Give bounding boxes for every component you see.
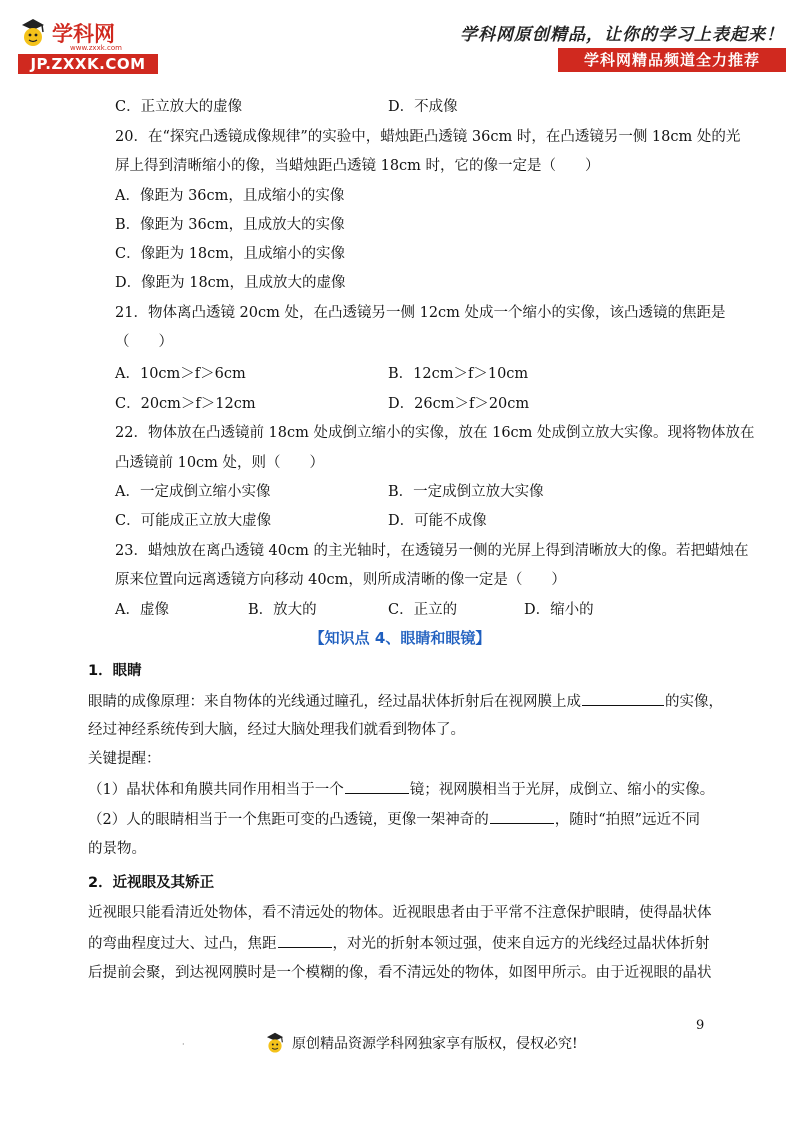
copyright-notice: 原创精品资源学科网独家享有版权，侵权必究! <box>292 1036 578 1052</box>
q21-stem-line1: 21．物体离凸透镜 20cm 处，在凸透镜另一侧 12cm 处成一个缩小的实像，该凸透镜的焦距是 <box>115 305 726 321</box>
myopia-line2-text-b: ，对光的折射本领过强，使来自远方的光线经过晶状体折射 <box>332 936 710 952</box>
q19-option-c: C．正立放大的虚像 <box>115 99 243 115</box>
q19-option-d: D．不成像 <box>388 99 458 115</box>
q22-option-d: D．可能不成像 <box>388 513 487 529</box>
q23-stem-line1: 23．蜡烛放在离凸透镜 40cm 的主光轴时，在透镜另一侧的光屏上得到清晰放大的像。若把蜡烛在 <box>115 543 749 559</box>
q23-option-d: D．缩小的 <box>524 602 594 618</box>
q20-option-c: C．像距为 18cm，且成缩小的实像 <box>115 246 346 262</box>
q20-option-d: D．像距为 18cm，且成放大的虚像 <box>115 275 346 291</box>
myopia-line2-text-a: 的弯曲程度过大、过凸，焦距 <box>88 936 277 952</box>
tip-2-text-a: （2）人的眼睛相当于一个焦距可变的凸透镜，更像一架神奇的 <box>88 812 489 828</box>
header-slogan: 学科网原创精品，让你的学习上表起来！ <box>460 25 784 45</box>
tip-1 <box>88 779 714 800</box>
q23-option-c: C．正立的 <box>388 602 458 618</box>
q23-option-b: B．放大的 <box>248 602 317 618</box>
q20-stem-line1: 20．在“探究凸透镜成像规律”的实验中，蜡烛距凸透镜 36cm 时，在凸透镜另一侧 18cm 处的光 <box>115 129 741 145</box>
eye-principle-text-a: 眼睛的成像原理：来自物体的光线通过瞳孔，经过晶状体折射后在视网膜上成 <box>88 694 581 710</box>
q23-stem-line2: 原来位置向远离透镜方向移动 40cm，则所成清晰的像一定是（ ） <box>115 572 566 588</box>
q22-stem-line2: 凸透镜前 10cm 处，则（ ） <box>115 455 325 471</box>
eye-principle-text-b: 的实像， <box>665 694 723 710</box>
tip-1-text-b: 镜；视网膜相当于光屏，成倒立、缩小的实像。 <box>409 782 715 798</box>
q21-option-a: A．10cm＞f＞6cm <box>115 366 246 382</box>
page-number: 9 <box>696 1018 705 1033</box>
myopia-line2 <box>88 933 710 954</box>
logo-text: 学科网 <box>52 22 115 46</box>
myopia-heading: 2．近视眼及其矫正 <box>88 875 215 891</box>
q22-option-b: B．一定成倒立放大实像 <box>388 484 544 500</box>
eye-heading: 1．眼睛 <box>88 663 142 679</box>
eye-principle-line2: 经过神经系统传到大脑，经过大脑处理我们就看到物体了。 <box>88 722 465 738</box>
q21-option-d: D．26cm＞f＞20cm <box>388 396 530 412</box>
q20-option-a: A．像距为 36cm，且成缩小的实像 <box>115 188 345 204</box>
q21-stem-line2: （ ） <box>115 334 173 350</box>
q22-option-c: C．可能成正立放大虚像 <box>115 513 272 529</box>
answer-blank[interactable] <box>345 779 409 794</box>
footer-copyright-row <box>264 1030 578 1056</box>
tip-2-text-b: ，随时“拍照”远近不同 <box>554 812 701 828</box>
site-logo[interactable] <box>18 14 158 74</box>
section-title: 【知识点 4、眼睛和眼镜】 <box>309 629 491 647</box>
logo-subtext: www.zxxk.com <box>70 44 122 52</box>
answer-blank[interactable] <box>278 933 332 948</box>
q22-option-a: A．一定成倒立缩小实像 <box>115 484 271 500</box>
tip-label: 关键提醒： <box>88 751 161 767</box>
answer-blank[interactable] <box>490 809 554 824</box>
header-banner: 学科网精品频道全力推荐 <box>558 48 786 72</box>
q21-option-b: B．12cm＞f＞10cm <box>388 366 529 382</box>
q23-option-a: A．虚像 <box>115 602 169 618</box>
myopia-line3: 后提前会聚，到达视网膜时是一个模糊的像，看不清远处的物体，如图甲所示。由于近视眼的晶状 <box>88 965 712 981</box>
mascot-icon <box>18 16 48 50</box>
mascot-icon <box>264 1030 286 1056</box>
eye-principle-line1 <box>88 691 723 712</box>
tip-2 <box>88 809 700 830</box>
myopia-line1: 近视眼只能看清近处物体，看不清远处的物体。近视眼患者由于平常不注意保护眼睛，使得晶状体 <box>88 905 712 921</box>
answer-blank[interactable] <box>582 691 664 706</box>
tip-2-line2: 的景物。 <box>88 841 146 857</box>
q21-option-c: C．20cm＞f＞12cm <box>115 396 256 412</box>
q22-stem-line1: 22．物体放在凸透镜前 18cm 处成倒立缩小的实像，放在 16cm 处成倒立放大实像。现将物体放在 <box>115 425 755 441</box>
logo-domain: JP.ZXXK.COM <box>18 54 158 74</box>
q20-stem-line2: 屏上得到清晰缩小的像，当蜡烛距凸透镜 18cm 时，它的像一定是（ ） <box>115 158 600 174</box>
q20-option-b: B．像距为 36cm，且成放大的实像 <box>115 217 345 233</box>
tip-1-text-a: （1）晶状体和角膜共同作用相当于一个 <box>88 782 344 798</box>
footer-dot: · <box>182 1040 185 1049</box>
